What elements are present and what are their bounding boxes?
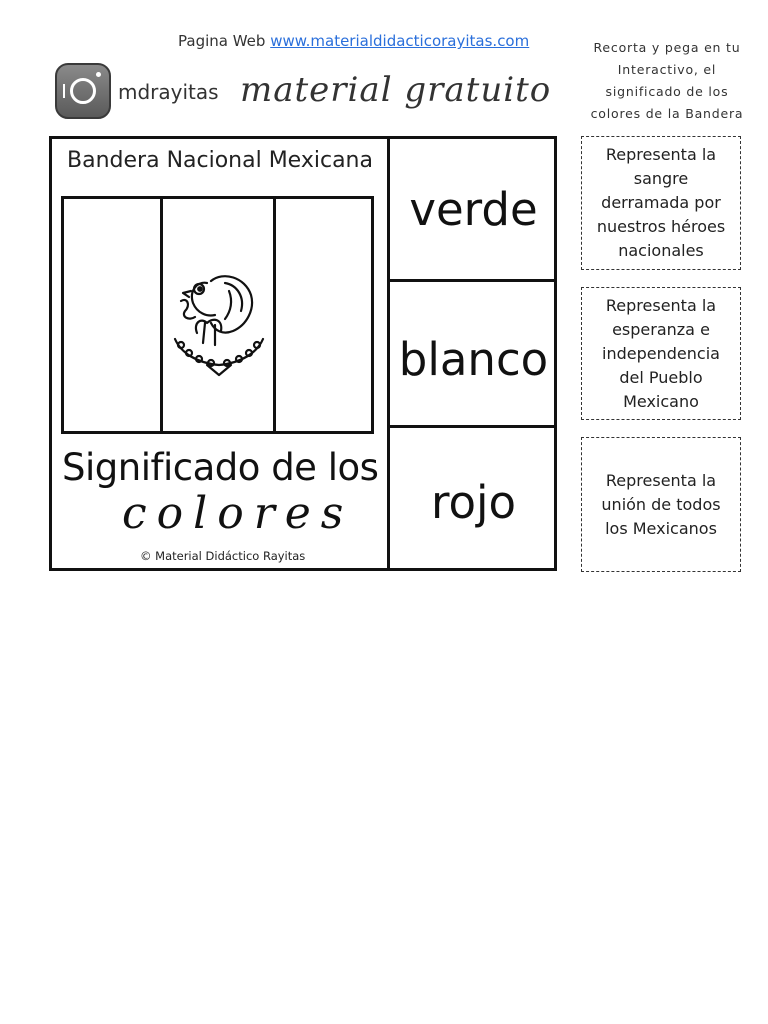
website-link[interactable]: www.materialdidacticorayitas.com <box>270 32 530 50</box>
website-line <box>178 32 529 50</box>
cutout-text: Representa la sangre derramada por nuestros héroes nacionales <box>596 145 726 260</box>
cutout-card[interactable] <box>581 287 741 420</box>
card-divider <box>387 425 557 428</box>
flag-stripe-left <box>64 199 160 431</box>
cutout-card[interactable] <box>581 437 741 572</box>
instagram-handle: mdrayitas <box>118 80 219 104</box>
card-subtitle: Significado de los <box>62 446 379 489</box>
flag-title: Bandera Nacional Mexicana <box>67 148 373 173</box>
color-word-blanco: blanco <box>398 333 549 386</box>
website-label: Pagina Web <box>178 32 266 50</box>
copyright-note: © Material Didáctico Rayitas <box>140 549 306 563</box>
eagle-emblem-icon <box>167 261 271 381</box>
cutout-card[interactable] <box>581 136 741 270</box>
cutout-text: Representa la esperanza e independencia del Pueblo Mexicano <box>602 295 720 411</box>
instagram-icon[interactable] <box>55 63 111 119</box>
color-word-rojo: rojo <box>430 476 517 529</box>
cutout-text: Representa la unión de todos los Mexicanos <box>601 470 721 538</box>
promo-text: material gratuito <box>240 70 552 110</box>
flag-stripe-center <box>160 199 276 431</box>
cut-paste-instructions: Recorta y pega en tu Interactivo, el significado de los colores de la Bandera <box>590 40 744 121</box>
card-script-word: colores <box>122 488 354 539</box>
color-word-verde: verde <box>409 183 538 236</box>
flag-outline <box>61 196 374 434</box>
card-divider <box>387 279 557 282</box>
flag-stripe-right <box>276 199 371 431</box>
